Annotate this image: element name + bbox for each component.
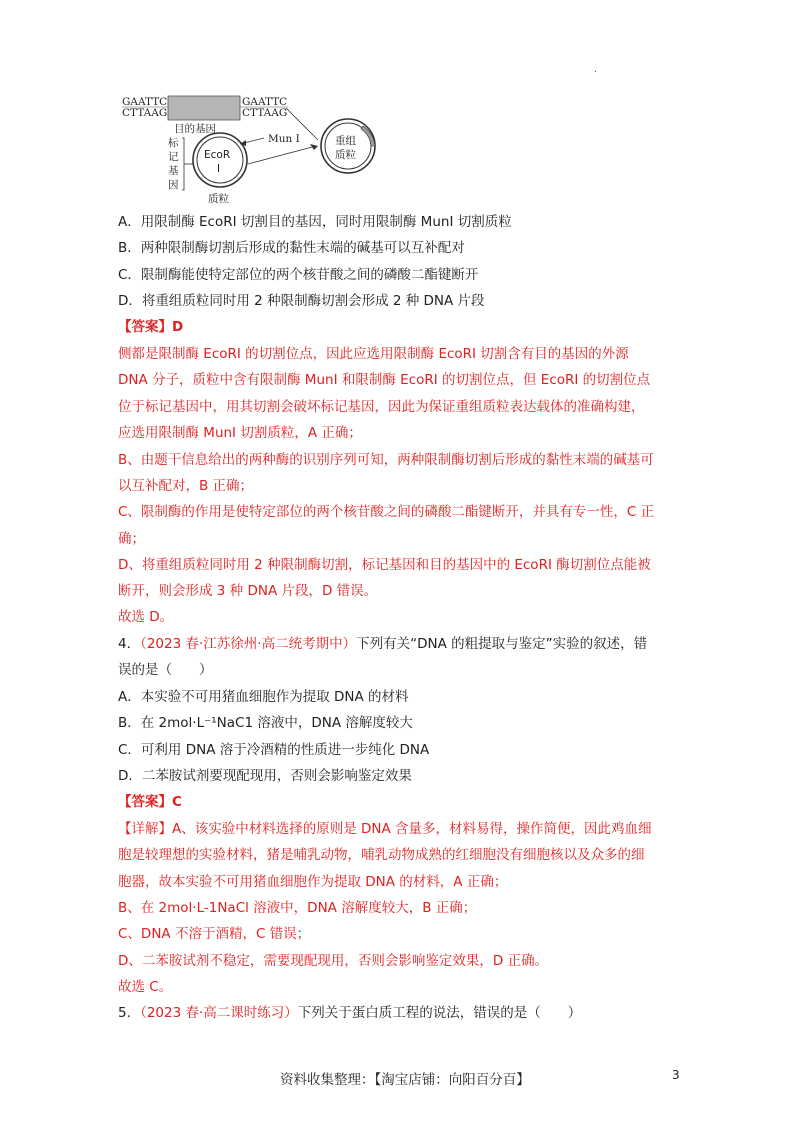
seq-left-top: GAATTC	[122, 96, 168, 108]
recombinant-label-2: 质粒	[335, 149, 356, 161]
mun-label: Mun I	[268, 133, 300, 145]
q5-number: 5．	[118, 1005, 141, 1021]
seq-right-bottom: CTTAAG	[242, 107, 288, 119]
q4-option-a: A．本实验不可用猪血细胞作为提取 DNA 的材料	[118, 689, 409, 705]
marker-label-2: 记	[168, 151, 179, 163]
q4-option-d: D．二苯胺试剂要现配现用，否则会影响鉴定效果	[118, 768, 412, 784]
q3-explanation-6: 以互补配对，B 正确；	[118, 478, 254, 494]
plasmid-diagram	[118, 94, 418, 204]
marker-label-1: 标	[168, 137, 179, 149]
q5-stem-line	[118, 1003, 581, 1023]
q4-explanation-4: B、在 2mol·L-1NaCl 溶液中，DNA 溶解度较大，B 正确；	[118, 900, 477, 916]
target-gene-block	[168, 96, 240, 120]
seq-right-top: GAATTC	[242, 96, 288, 108]
q3-explanation-1: 侧都是限制酶 EcoRⅠ 的切割位点，因此应选用限制酶 EcoRⅠ 切割含有目的基因的外源	[118, 346, 629, 362]
recombinant-label-1: 重组	[335, 135, 356, 147]
q3-explanation-3: 位于标记基因中，用其切割会破坏标记基因，因此为保证重组质粒表达载体的准确构建，	[118, 399, 645, 415]
footer-text: 资料收集整理：【淘宝店铺：向阳百分百】	[280, 1072, 530, 1088]
q4-stem-1: 下列有关“DNA 的粗提取与鉴定”实验的叙述，错	[356, 636, 648, 652]
q4-answer: 【答案】C	[118, 794, 182, 810]
q3-explanation-5: B、由题干信息给出的两种酶的识别序列可知，两种限制酶切割后形成的黏性末端的碱基可	[118, 452, 654, 468]
q5-stem: 下列关于蛋白质工程的说法，错误的是（ ）	[297, 1005, 582, 1021]
q4-stem-line-1	[118, 634, 647, 654]
q5-source: （2023 春·高二课时练习）	[140, 1005, 298, 1021]
q4-explanation-5: C、DNA 不溶于酒精，C 错误；	[118, 926, 311, 942]
q3-explanation-10: 断开，则会形成 3 种 DNA 片段，D 错误。	[118, 583, 378, 599]
q4-option-c: C．可利用 DNA 溶于冷酒精的性质进一步纯化 DNA	[118, 742, 430, 758]
q3-choice: 故选 D。	[118, 609, 174, 625]
ecor-label-2: I	[217, 163, 221, 175]
q4-source: （2023 春·江苏徐州·高二统考期中）	[140, 636, 357, 652]
target-gene-label: 目的基因	[174, 123, 216, 135]
q3-option-d: D．将重组质粒同时用 2 种限制酶切割会形成 2 种 DNA 片段	[118, 293, 485, 309]
seq-left-bottom: CTTAAG	[122, 107, 168, 119]
q4-explanation-1: 【详解】A、该实验中材料选择的原则是 DNA 含量多，材料易得，操作简便，因此鸡血细	[118, 821, 652, 837]
q4-explanation-2: 胞是较理想的实验材料，猪是哺乳动物，哺乳动物成熟的红细胞没有细胞核以及众多的细	[118, 847, 645, 863]
q3-option-c: C．限制酶能使特定部位的两个核苷酸之间的磷酸二酯键断开	[118, 267, 479, 283]
q4-option-b: B．在 2mol·L⁻¹NaC1 溶液中，DNA 溶解度较大	[118, 715, 413, 731]
q3-option-a: A．用限制酶 EcoRⅠ 切割目的基因，同时用限制酶 MunⅠ 切割质粒	[118, 214, 512, 230]
q4-explanation-6: D、二苯胺试剂不稳定，需要现配现用，否则会影响鉴定效果，D 正确。	[118, 953, 549, 969]
marker-label-4: 因	[168, 179, 179, 191]
q4-number: 4．	[118, 636, 141, 652]
page-number: 3	[672, 1068, 680, 1082]
q3-explanation-8: 确；	[118, 531, 145, 547]
header-dot: .	[594, 64, 598, 75]
marker-label-3: 基	[168, 165, 179, 177]
q4-explanation-3: 胞器，故本实验不可用猪血细胞作为提取 DNA 的材料，A 正确；	[118, 874, 508, 890]
q4-stem-2: 误的是（ ）	[118, 662, 213, 678]
q3-explanation-4: 应选用限制酶 MunⅠ 切割质粒，A 正确；	[118, 425, 362, 441]
q3-answer: 【答案】D	[118, 319, 184, 335]
ecor-label-1: EcoR	[204, 149, 231, 161]
q3-option-b: B．两种限制酶切割后形成的黏性末端的碱基可以互补配对	[118, 240, 465, 256]
q3-explanation-9: D、将重组质粒同时用 2 种限制酶切割，标记基因和目的基因中的 EcoRⅠ 酶切割位点能被	[118, 557, 651, 573]
q3-explanation-2: DNA 分子，质粒中含有限制酶 MunⅠ 和限制酶 EcoRⅠ 的切割位点，但 EcoRⅠ 的切割位点	[118, 372, 651, 388]
q3-explanation-7: C、限制酶的作用是使特定部位的两个核苷酸之间的磷酸二酯键断开，并具有专一性，C 正	[118, 504, 655, 520]
plasmid-label: 质粒	[208, 193, 229, 204]
q4-choice: 故选 C。	[118, 979, 173, 995]
